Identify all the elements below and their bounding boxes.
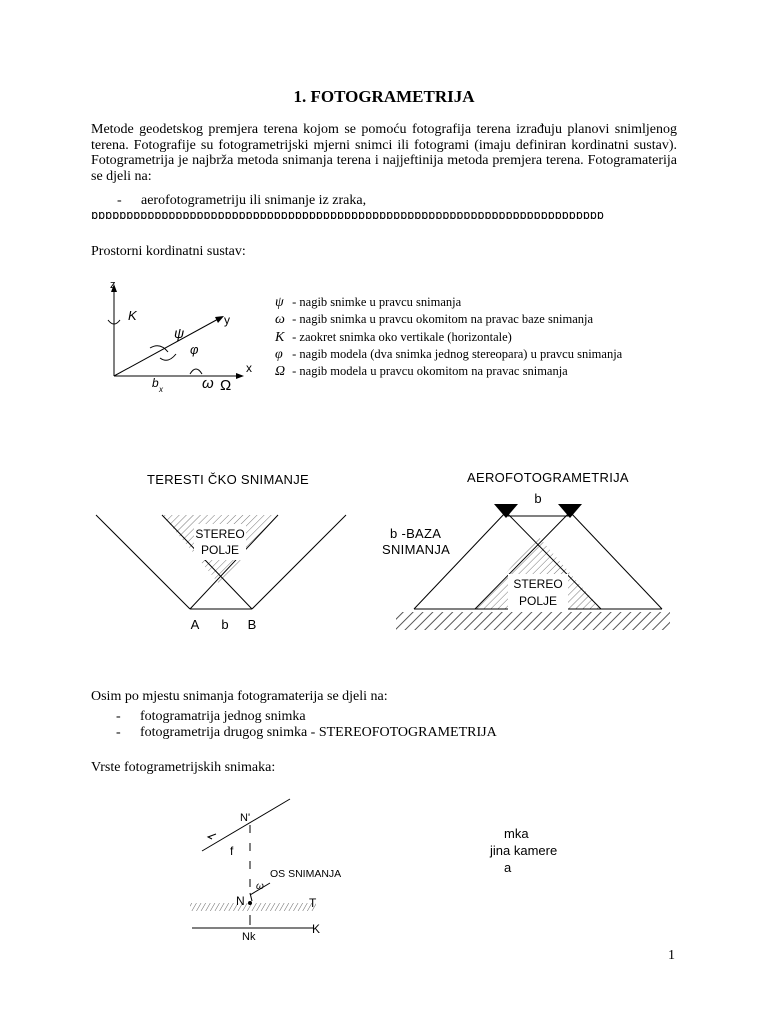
legend-symbol: ψ xyxy=(275,295,284,310)
division-heading: Osim po mjestu snimanja fotogramaterija se djeli na: xyxy=(91,689,388,704)
bullet-dash: - xyxy=(116,709,121,724)
focal-label: f xyxy=(230,844,234,858)
polje-label: POLJE xyxy=(200,543,240,557)
legend-row xyxy=(275,346,622,363)
legend-text: - nagib modela (dva snimka jednog stereopara) u pravcu snimanja xyxy=(289,346,623,361)
image-plane-line xyxy=(202,799,290,851)
aerial-polje-label: POLJE xyxy=(518,594,558,608)
bx-label: b xyxy=(152,376,159,390)
phi-rotation-icon xyxy=(160,354,176,360)
omega-label: ω xyxy=(202,375,214,392)
snimanja-label: SNIMANJA xyxy=(382,542,451,557)
y-axis xyxy=(114,318,220,376)
coord-heading: Prostorni kordinatni sustav: xyxy=(91,244,246,259)
terrestrial-diagram xyxy=(90,505,355,635)
nk-label: Nk xyxy=(242,931,256,943)
legend-symbol: φ xyxy=(275,346,283,362)
phi-label: φ xyxy=(190,342,199,357)
omega-angle-label: ω xyxy=(256,881,264,892)
legend-text: - nagib snimke u pravcu snimanja xyxy=(289,295,462,309)
garbled-glyph-line: ɒɒɒɒɒɒɒɒɒɒɒɒɒɒɒɒɒɒɒɒɒɒɒɒɒɒɒɒɒɒɒɒɒɒɒɒɒɒɒɒɒɒɒɒɒɒɒɒɒɒɒɒɒɒɒɒɒɒɒɒɒɒɒɒɒɒɒɒɒɒɒɒɒ xyxy=(91,208,604,222)
legend-symbol: K xyxy=(275,329,285,345)
page-number: 1 xyxy=(668,948,675,963)
ground-hatch xyxy=(396,612,670,630)
legend-row xyxy=(275,329,622,346)
stereo-label: STEREO xyxy=(195,527,245,541)
baza-label: b -BAZA xyxy=(390,526,442,541)
terrestrial-title: TERESTI ČKO SNIMANJE xyxy=(147,472,310,487)
legend-row xyxy=(275,363,622,380)
aerial-b-label: b xyxy=(534,491,542,506)
os-label: OS SNIMANJA xyxy=(270,868,342,880)
aerial-stereo-label: STEREO xyxy=(513,577,563,591)
terrain-hatch xyxy=(190,903,316,911)
page-title: 1. FOTOGRAMETRIJA xyxy=(293,87,475,106)
legend-text: - nagib snimka u pravcu okomitom na pravac baze snimanja xyxy=(289,312,594,327)
legend-symbol: ω xyxy=(275,312,285,328)
bullet-text: aerofotogrametriju ili snimanje iz zraka, xyxy=(141,193,367,208)
cut-text-2: jina kamere xyxy=(490,843,558,858)
terrain-t-label: T xyxy=(309,896,317,910)
Omega-label: Ω xyxy=(220,377,232,394)
aerial-title: AEROFOTOGRAMETRIJA xyxy=(467,470,629,485)
legend-symbol: Ω xyxy=(275,364,286,380)
k-label: K xyxy=(312,922,321,936)
kappa-label: K xyxy=(128,308,137,323)
z-label: z xyxy=(110,279,116,291)
legend-row xyxy=(275,294,622,311)
legend-row xyxy=(275,311,622,328)
legend xyxy=(275,294,622,380)
division-item xyxy=(116,725,497,741)
legend-text: - nagib modela u pravcu okomitom na pravac snimanja xyxy=(289,364,568,379)
division-item-text: fotogrametrija drugog snimka - STEREOFOTOGRAMETRIJA xyxy=(140,725,497,740)
point-n-icon xyxy=(248,901,252,905)
point-b-label: B xyxy=(247,617,257,632)
x-arrow-icon xyxy=(236,373,244,379)
cut-text-1: mka xyxy=(504,826,529,841)
intro-paragraph: Metode geodetskog premjera terena kojom se pomoću fotografija terena izrađuju planovi snimljenog terena. Fotografije su fotogrametrijski mjerni snimci ili fotogrami (imaju definiran kordinatni sustav). Fotogrametrija je najbrža metoda snimanja terena i najjeftinija metoda premjera terena. Fotogramaterija se djeli na: xyxy=(91,122,677,184)
division-item-text: fotogramatrija jednog snimka xyxy=(140,709,306,724)
types-heading: Vrste fotogrametrijskih snimaka: xyxy=(91,760,276,775)
base-b-label: b xyxy=(221,617,229,632)
x-label: x xyxy=(246,361,252,375)
intro-bullet xyxy=(117,193,366,209)
omega-rotation-icon xyxy=(190,369,202,374)
camera-lens-icon xyxy=(208,834,216,839)
bx-subscript: x xyxy=(159,385,163,394)
y-label: y xyxy=(224,313,230,327)
division-item xyxy=(116,709,306,725)
axes-diagram xyxy=(90,276,270,400)
point-n-label: N xyxy=(236,894,245,908)
cut-text-3: a xyxy=(504,860,512,875)
bullet-dash: - xyxy=(117,193,122,208)
point-a-label: A xyxy=(190,617,200,632)
camera-diagram xyxy=(180,795,360,945)
legend-text: - zaokret snimka oko vertikale (horizontale) xyxy=(289,329,512,344)
bullet-dash: - xyxy=(116,725,121,740)
aerial-diagram xyxy=(380,486,675,634)
y-arrow-icon xyxy=(215,316,224,323)
n-prime-label: N' xyxy=(240,812,251,824)
psi-label: ψ xyxy=(174,325,185,341)
